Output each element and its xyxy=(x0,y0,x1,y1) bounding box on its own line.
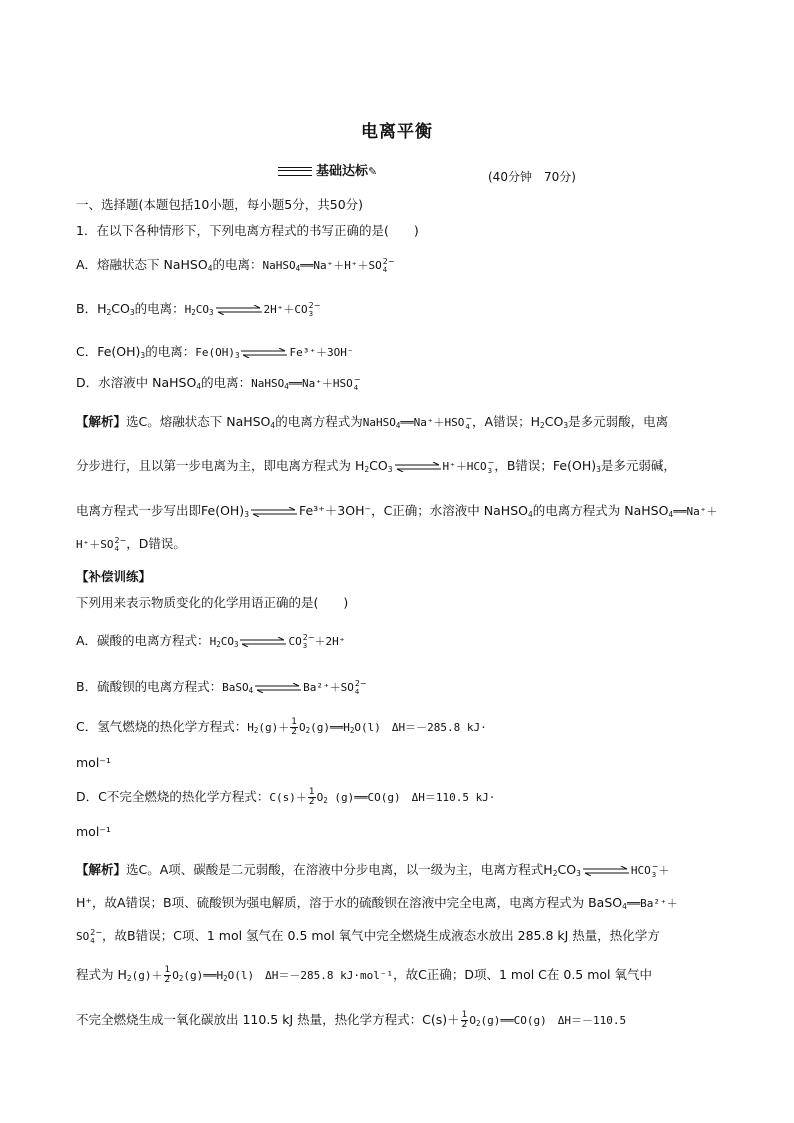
equilibrium-arrow-icon xyxy=(583,866,629,876)
option-d: D．水溶液中 NaHSO$_4$的电离：NaHSO$_4$══Na⁺＋HSO − 4 xyxy=(76,374,361,392)
section-title xyxy=(278,160,377,179)
equilibrium-arrow-icon xyxy=(240,637,286,647)
analysis-2-line-1: 【解析】选C。A项、碳酸是二元弱酸，在溶液中分步电离，以一级为主，电离方程式$H_2CO_3$ HCO − 3 ＋ xyxy=(76,861,670,879)
equilibrium-arrow-icon xyxy=(395,462,441,472)
equilibrium-arrow-icon xyxy=(241,348,287,358)
analysis-1-line-4: H⁺＋SO 2− 4 ，D错误。 xyxy=(76,535,186,553)
extra-option-c-unit: mol⁻¹ xyxy=(76,755,111,770)
question-1-stem: 1．在以下各种情形下，下列电离方程式的书写正确的是( ) xyxy=(76,223,419,238)
analysis-2-line-2: H⁺，故A错误；B项、硫酸钡为强电解质，溶于水的硫酸钡在溶液中完全电离，电离方程式为 BaSO$_4$══Ba²⁺＋ xyxy=(76,895,678,911)
pencil-icon: ✎ xyxy=(368,165,378,178)
extra-option-d: D．C不完全燃烧的热化学方程式：C(s)＋ $\frac{1}{2}$ $O_2$ (g)══CO(g) ΔH＝110.5 kJ· xyxy=(76,787,496,807)
analysis-1-line-3: 电离方程式一步写出即$Fe(OH)_3$ Fe³⁺＋3OH⁻，C正确；水溶液中 NaHSO$_4$的电离方程式为 NaHSO$_4$══Na⁺＋ xyxy=(76,503,718,519)
analysis-1-line-2: 分步进行，且以第一步电离为主，即电离方程式为 $H_2CO_3$ H⁺＋HCO − 3 ，B错误；$Fe(OH)_3$是多元弱碱， xyxy=(76,457,676,475)
decorative-lines xyxy=(278,167,312,176)
analysis-2-line-3: SO 2− 4 ，故B错误；C项、1 mol 氢气在 0.5 mol 氧气中完全燃烧生成液态水放出 285.8 kJ 热量，热化学方 xyxy=(76,927,660,945)
option-b: B．$H_2CO_3$的电离：$H_2CO_3$ 2H⁺＋CO 2− 3 xyxy=(76,300,321,318)
extra-option-a: A．碳酸的电离方程式：$H_2CO_3$ CO 2− 3 ＋2H⁺ xyxy=(76,632,346,650)
analysis-1-line-1: 【解析】选C。熔融状态下 NaHSO$_4$的电离方程式为NaHSO$_4$══Na⁺＋HSO − 4 ，A错误；$H_2CO_3$是多元弱酸，电离 xyxy=(76,413,669,431)
extra-stem: 下列用来表示物质变化的化学用语正确的是( ) xyxy=(76,595,349,610)
section-name: 基础达标 xyxy=(316,164,369,179)
equilibrium-arrow-icon xyxy=(216,305,262,315)
extra-option-b: B．硫酸钡的电离方程式：BaSO$_4$ Ba²⁺＋SO 2− 4 xyxy=(76,678,367,696)
page-title: 电离平衡 xyxy=(361,122,433,142)
option-c: C．$Fe(OH)_3$的电离：$Fe(OH)_3$ Fe³⁺＋3OH⁻ xyxy=(76,344,354,360)
analysis-2-line-5: 不完全燃烧生成一氧化碳放出 110.5 kJ 热量，热化学方程式：C(s)＋ $\frac{1}{2}$ $O_2(g)══CO(g)$ ΔH＝－110.5 xyxy=(76,1010,627,1030)
time-limit: (40分钟 70分) xyxy=(488,170,576,184)
equilibrium-arrow-icon xyxy=(251,507,297,517)
extra-option-c: C．氢气燃烧的热化学方程式：$H_2(g)+$ $\frac{1}{2}$ $O_2(g)══H_2O(l)$ ΔH＝－285.8 kJ· xyxy=(76,717,487,737)
analysis-2-line-4: 程式为 $H_2(g)+$ $\frac{1}{2}$ $O_2(g)══H_2O(l)$ ΔH＝－285.8 kJ·mol⁻¹，故C正确；D项、1 mol C在 0.5 mol 氧气中 xyxy=(76,965,652,985)
extra-option-d-unit: mol⁻¹ xyxy=(76,824,111,839)
equilibrium-arrow-icon xyxy=(255,683,301,693)
extra-tag: 【补偿训练】 xyxy=(76,569,152,584)
part-heading: 一、选择题(本题包括10小题，每小题5分，共50分) xyxy=(76,197,364,212)
option-a: A．熔融状态下 NaHSO$_4$的电离：NaHSO$_4$══Na⁺＋H⁺＋SO 2− 4 xyxy=(76,256,395,274)
